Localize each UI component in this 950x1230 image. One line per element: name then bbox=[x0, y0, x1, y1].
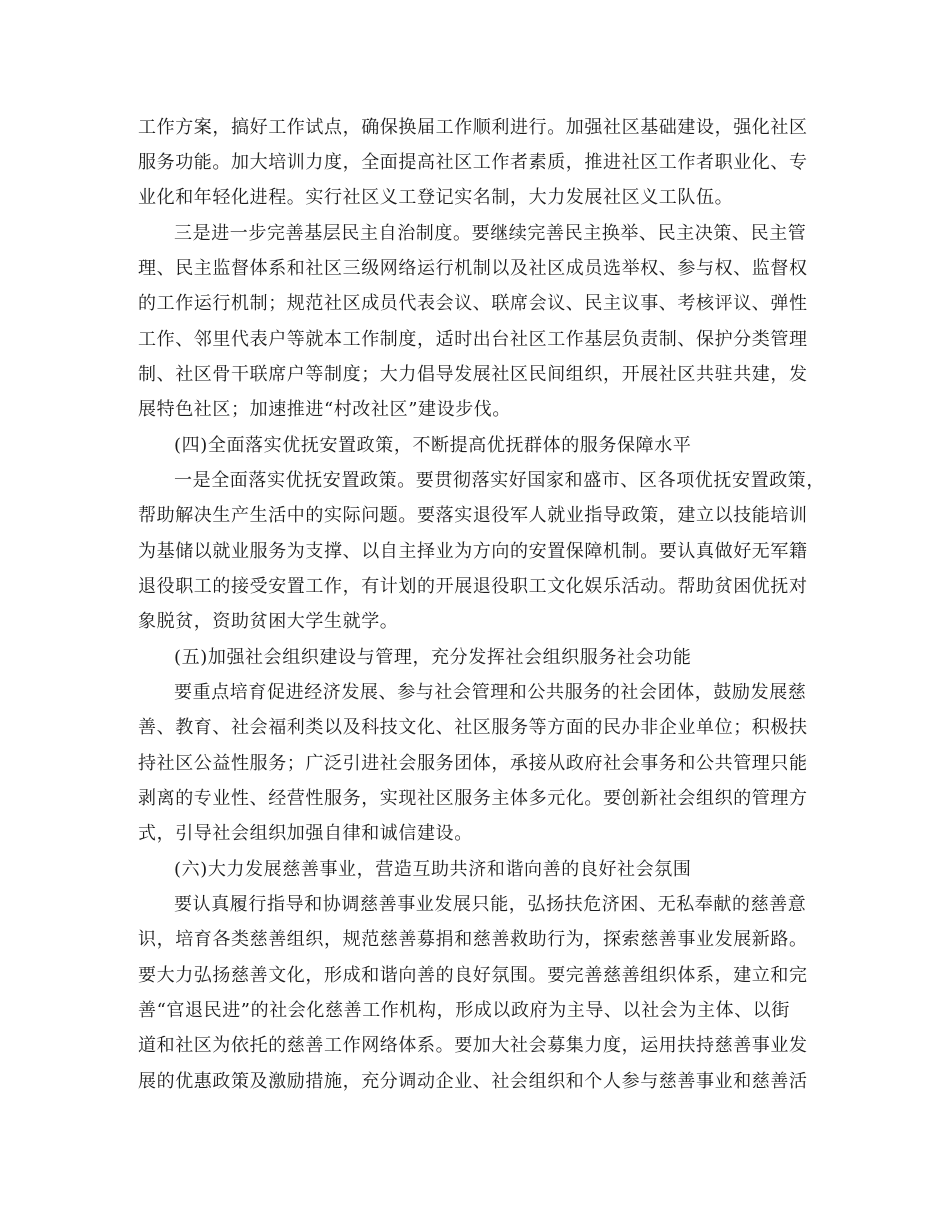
text-line: 识，培育各类慈善组织，规范慈善募捐和慈善救助行为，探索慈善事业发展新路。 bbox=[138, 929, 808, 950]
section-heading: (五)加强社会组织建设与管理，充分发挥社会组织服务社会功能 bbox=[174, 647, 692, 668]
text-line: 帮助解决生产生活中的实际问题。要落实退役军人就业指导政策，建立以技能培训 bbox=[138, 505, 808, 526]
text-line: 式，引导社会组织加强自律和诚信建设。 bbox=[138, 823, 473, 844]
text-line: 道和社区为依托的慈善工作网络体系。要加大社会募集力度，运用扶持慈善事业发 bbox=[138, 1035, 808, 1056]
text-line: 制、社区骨干联席户等制度；大力倡导发展社区民间组织，开展社区共驻共建，发 bbox=[138, 364, 808, 385]
section-heading: (四)全面落实优抚安置政策，不断提高优抚群体的服务保障水平 bbox=[174, 435, 692, 456]
text-line: 善“官退民进”的社会化慈善工作机构，形成以政府为主导、以社会为主体、以街 bbox=[138, 1000, 791, 1021]
paragraph-first-line: 一是全面落实优抚安置政策。要贯彻落实好国家和盛市、区各项优抚安置政策， bbox=[174, 470, 825, 491]
paragraph-first-line: 三是进一步完善基层民主自治制度。要继续完善民主换举、民主决策、民主管 bbox=[174, 223, 807, 244]
paragraph-first-line: 要重点培育促进经济发展、参与社会管理和公共服务的社会团体，鼓励发展慈 bbox=[174, 682, 807, 703]
text-line: 工作、邻里代表户等就本工作制度，适时出台社区工作基层负责制、保护分类管理 bbox=[138, 329, 808, 350]
text-line: 的工作运行机制；规范社区成员代表会议、联席会议、民主议事、考核评议、弹性 bbox=[138, 293, 808, 314]
section-heading: (六)大力发展慈善事业，营造互助共济和谐向善的良好社会氛围 bbox=[174, 859, 692, 880]
text-line: 善、教育、社会福利类以及科技文化、社区服务等方面的民办非企业单位；积极扶 bbox=[138, 717, 808, 738]
text-line: 业化和年轻化进程。实行社区义工登记实名制，大力发展社区义工队伍。 bbox=[138, 187, 734, 208]
text-line: 服务功能。加大培训力度，全面提高社区工作者素质，推进社区工作者职业化、专 bbox=[138, 152, 808, 173]
text-line: 持社区公益性服务；广泛引进社会服务团体，承接从政府社会事务和公共管理只能 bbox=[138, 753, 808, 774]
text-line: 为基储以就业服务为支撑、以自主择业为方向的安置保障机制。要认真做好无军籍 bbox=[138, 541, 808, 562]
text-line: 象脱贫，资助贫困大学生就学。 bbox=[138, 611, 399, 632]
text-line: 工作方案，搞好工作试点，确保换届工作顺利进行。加强社区基础建设，强化社区 bbox=[138, 117, 808, 138]
text-line: 理、民主监督体系和社区三级网络运行机制以及社区成员选举权、参与权、监督权 bbox=[138, 258, 808, 279]
text-line: 退役职工的接受安置工作，有计划的开展退役职工文化娱乐活动。帮助贫困优抚对 bbox=[138, 576, 808, 597]
text-line: 要大力弘扬慈善文化，形成和谐向善的良好氛围。要完善慈善组织体系，建立和完 bbox=[138, 965, 808, 986]
text-line: 展的优惠政策及激励措施，充分调动企业、社会组织和个人参与慈善事业和慈善活 bbox=[138, 1071, 808, 1092]
paragraph-first-line: 要认真履行指导和协调慈善事业发展只能，弘扬扶危济困、无私奉献的慈善意 bbox=[174, 894, 807, 915]
text-line: 展特色社区；加速推进“村改社区”建设步伐。 bbox=[138, 399, 512, 420]
text-line: 剥离的专业性、经营性服务，实现社区服务主体多元化。要创新社会组织的管理方 bbox=[138, 788, 808, 809]
